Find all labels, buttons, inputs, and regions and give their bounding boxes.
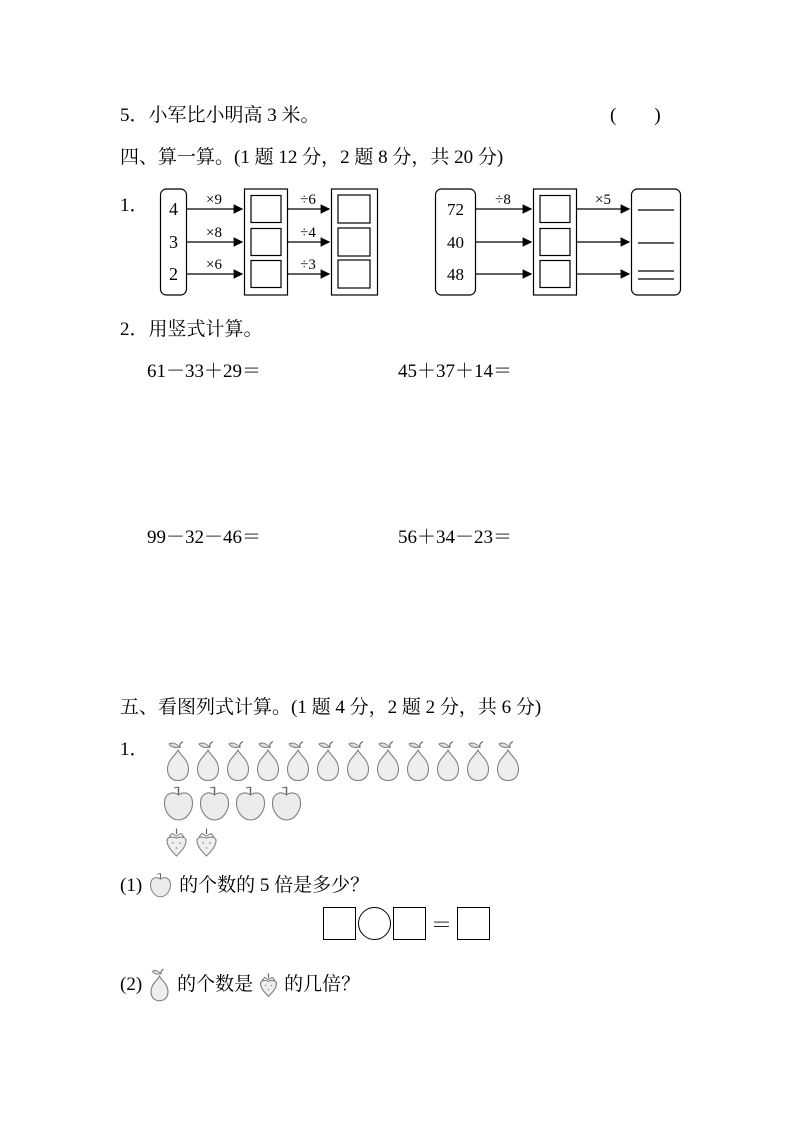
pear-icon: [193, 740, 223, 782]
equation-box-first[interactable]: [323, 907, 356, 940]
left-flow-diagram: [157, 182, 385, 302]
input-value: 3: [169, 232, 178, 252]
answer-box[interactable]: [338, 195, 370, 223]
equation-row: [323, 907, 490, 940]
sub2-text-end: 的几倍？: [284, 974, 361, 996]
answer-box[interactable]: [540, 229, 570, 256]
operation-label: ÷3: [300, 257, 316, 273]
problem-expression-2: 45＋37＋14＝: [398, 361, 513, 382]
section5-title: 五、看图列式计算。(1 题 4 分，2 题 2 分，共 6 分): [120, 697, 542, 718]
strawberry-row: [164, 827, 219, 858]
apple-icon: [233, 785, 268, 823]
operation-label: ÷8: [495, 192, 511, 208]
strawberry-inline-icon: [258, 972, 279, 998]
operation-label: ×5: [595, 192, 611, 208]
pear-icon: [163, 740, 193, 782]
pear-icon: [283, 740, 313, 782]
operation-label: ×6: [206, 257, 222, 273]
input-value: 4: [169, 199, 178, 219]
operator-circle[interactable]: [358, 907, 391, 940]
answer-box[interactable]: [251, 261, 281, 288]
operation-label: ÷6: [300, 192, 316, 208]
equals-sign: ＝: [431, 912, 452, 937]
operation-label: ×8: [206, 225, 222, 241]
answer-box[interactable]: [338, 228, 370, 256]
answer-box[interactable]: [338, 260, 370, 288]
problem-expression-3: 99－32－46＝: [147, 527, 262, 548]
pear-icon: [493, 740, 523, 782]
apple-row: [161, 785, 304, 823]
answer-box[interactable]: [251, 196, 281, 223]
equation-box-second[interactable]: [393, 907, 426, 940]
apple-icon: [269, 785, 304, 823]
section4-title: 四、算一算。(1 题 12 分，2 题 8 分，共 20 分): [120, 147, 504, 168]
answer-box[interactable]: [540, 261, 570, 288]
pear-icon: [313, 740, 343, 782]
sub2-label: (2): [120, 974, 143, 996]
operation-label: ×9: [206, 192, 222, 208]
pear-icon: [403, 740, 433, 782]
pear-icon: [253, 740, 283, 782]
pear-icon: [373, 740, 403, 782]
sub2-text-mid: 的个数是: [177, 974, 254, 996]
pear-icon: [223, 740, 253, 782]
answer-box[interactable]: [540, 196, 570, 223]
strawberry-icon: [194, 827, 219, 858]
operation-label: ÷4: [300, 225, 316, 241]
sub-question-1: [120, 872, 369, 899]
input-value: 2: [169, 264, 178, 284]
strawberry-icon: [164, 827, 189, 858]
answer-box[interactable]: [251, 229, 281, 256]
item5-text: 5．小军比小明高 3 米。: [120, 105, 320, 126]
input-value: 48: [447, 265, 464, 284]
problem-expression-4: 56＋34－23＝: [398, 527, 513, 548]
apple-icon: [197, 785, 232, 823]
sub1-text: 的个数的 5 倍是多少？: [179, 874, 370, 896]
problem-expression-1: 61－33＋29＝: [147, 361, 262, 382]
item5-answer-paren[interactable]: ( ): [610, 105, 661, 126]
section5-q1-label: 1．: [120, 739, 149, 760]
pear-icon: [433, 740, 463, 782]
pear-inline-icon: [147, 968, 172, 1002]
section4-q1-label: 1．: [120, 195, 149, 216]
sub-question-2: [120, 968, 360, 1002]
pear-icon: [463, 740, 493, 782]
section4-q2-label: 2．用竖式计算。: [120, 319, 263, 340]
input-value: 72: [447, 200, 464, 219]
pear-icon: [343, 740, 373, 782]
pear-row: [163, 740, 523, 782]
input-value: 40: [447, 233, 464, 252]
sub1-label: (1): [120, 874, 143, 896]
equation-box-result[interactable]: [457, 907, 490, 940]
apple-icon: [161, 785, 196, 823]
apple-inline-icon: [147, 872, 174, 899]
right-flow-diagram: [432, 182, 684, 302]
